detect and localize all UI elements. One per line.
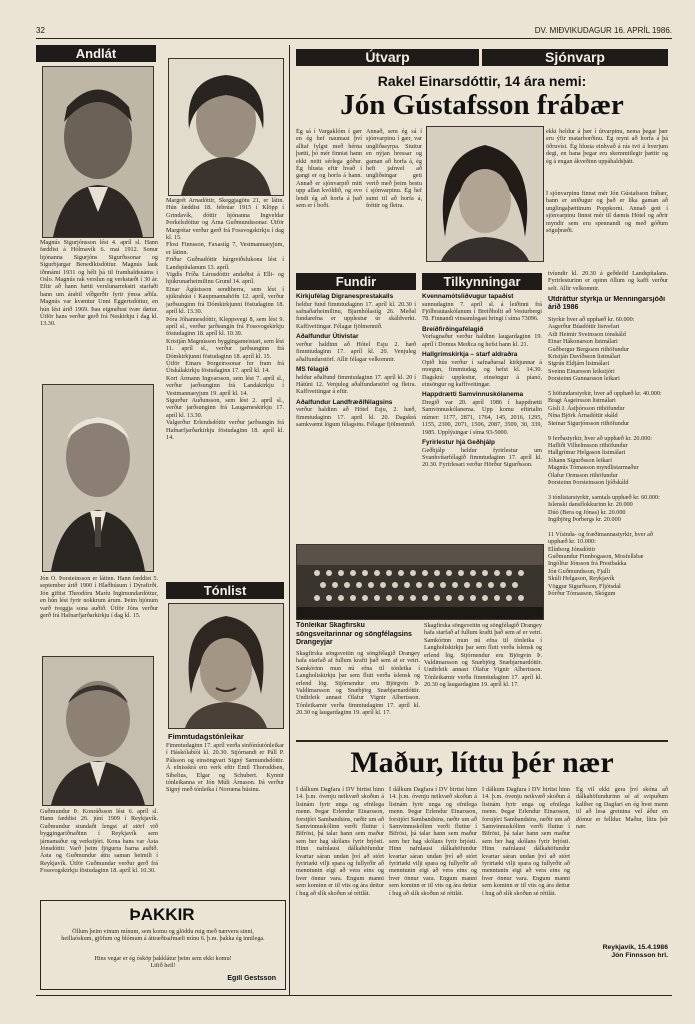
feature-col3b: Í sjónvarpinu finnst mér Jón Gústafsson frábær, hann er sniðugur og það er líka gaman að unglingaþættinum Poppkorni. Annað gott í sjónvarpinu finnst mér til dæmis Hótel og aðrir myndir sem eru spennandi og með góðum söguþræði. (546, 190, 668, 235)
fundir-list (296, 293, 416, 538)
portrait-photo-magnus (42, 66, 154, 238)
fundir-item (296, 293, 416, 330)
fundir-item-title: Aðalfundur Landfræðifélagsins (296, 398, 393, 406)
article-col4: Ég vil ekki gera því skóna að dálkahöfundurinn sé af svipuðum kalíber og Dagfari en ég hvet menn til að lesa greinina vel áður en dómur er felldur. Maður, líttu þér nær. (576, 786, 668, 831)
fundir-item-title: Kirkjufélag Digranesprestakalls (296, 293, 394, 300)
choir-body-cont: Skagfirska söngsveitin og söngfélagið Drangey hafa starfað af fullum krafti það sem af er vetri. Samkórinn mun nú efna til tónleika í Langholtskirkju þar sem flutt verða íslensk og erlend lög. Stjórnendur eru Björgvin Þ. Valdimarsson og Snæbjörg Snæbjarnardóttir. Undirleik annast Ólafur Vignir Albertsson. Tónleikarnir verða fimmtudaginn 17. apríl kl. 20.30 og laugardaginn 19. apríl kl. 17. (424, 622, 542, 689)
fundir-item-body: heldur aðalfund fimmtudaginn 17. apríl kl. 20 í Hátúni 12. Venjuleg aðalfundarstörf og fleira. Kaffiveitingar á eftir. (296, 373, 416, 396)
article-col2: Í dálkum Dagfara í DV birtist hinn 14. þ.m. óvenju neikvæð skoðun á listnám fyrir unga og efnilega menn. Þegar Erlendur Einarsson, forstjóri Sambandsins, ræðir um að Samvinnuskólinn verði fluttur í Bifröst, þá talar hann sem maður sem ber hag skólans fyrir brjósti. Hinn nafnlausi dálkahöfundur kvartar sáran undan því að stórt fyrirtæki vilji spara og fullyrðir að menntunin eigi að vera eins og hver önnur vara. Engum manni sem kominn er til vits og ára dettur í hug að slík skoðun sé réttlát. (389, 786, 477, 897)
section-tilkynningar-header: Tilkynningar (422, 273, 542, 290)
fundir-item (296, 399, 416, 429)
fundir-item-title: MS félagið (296, 366, 329, 374)
tilkynning-item (422, 439, 542, 469)
tilkynning-item (422, 391, 542, 436)
choir-body: Skagfirska söngsveitin og söngfélagið Drangey hafa starfað af fullum krafti það sem af er vetri. Samkórinn mun nú efna til tónleika í Langholtskirkju þar sem flutt verða íslensk og erlend lög. Stjórnendur eru Björgvin Þ. Valdimarsson og Snæbjörg Snæbjarnardóttir. Undirleik annast Ólafur Vignir Albertsson. Tónleikarnir verða fimmtudaginn 17. apríl kl. 20.30 og laugardaginn 19. apríl kl. 17. (296, 650, 420, 717)
tilkynning-item-body: sunnudaginn 7. apríl sl. á leiðinni frá Fjölbrautaskólanum í Breiðholti að Vesturbergi 78. Finnandi vinsamlegast hringi í síma 73096. (422, 300, 542, 323)
tilkynningar-list (422, 293, 542, 538)
obit-list-text: Flosi Finnsson, Faxastíg 7, Vestmannaeyjum, er látinn. Friður Guðnadóttir hárgreiðslukona lést í Landspítalanum 13. apríl. Vigdís Fríða Lárusdóttir andaðist á Elli- og hjúkrunarheimilinu Grund 14. apríl. Einar Ágústsson sendiherra, sem lést í sjúkrahúsi í Kaupmannahöfn 12. apríl, verður jarðsunginn frá Dómkirkjunni föstudaginn 18. apríl kl. 13.30. Þóra Jóhannesdóttir, Kleppsvegi 8, sem lést 9. apríl sl., verður jarðsungin frá Fossvogskirkju föstudaginn 18. apríl kl. 10.30. Kristján Magnússon byggingameistari, sem lést 11. apríl sl., verður jarðsunginn frá Dómkirkjunni föstudaginn 18. apríl kl. 15. Útför Einars Þorgeirssonar fer fram frá Útskálakirkju föstudaginn 17. apríl kl. 14. Kort Ármann Ingvarsson, sem lést 7. apríl sl., verður jarðsunginn frá Landakirkju í Vestmannaeyjum 19. apríl kl. 14. Sigurður Auðunsson, sem lést 2. apríl sl., verður jarðsunginn frá Laugarneskirkju 17. apríl kl. 13.30. Valgerður Erlendsdóttir verður jarðsungin frá Hafnarfjarðarkirkju föstudaginn 18. apríl kl. 14. (166, 241, 284, 441)
fundir-item (296, 333, 416, 363)
fundir-item-body: heldur fund fimmtudaginn 17. apríl kl. 20.30 í safnaðarheimilinu, Bjarnhólastíg 26. Meðal fundarefna er upplestur úr skáldverki. Kaffiveitingar. Félagar fjölmennið. (296, 300, 416, 330)
thanks-body: Öllum þeim vinum mínum, sem komu og glöddu mig með nærveru sinni, heillaóskum, gjöfum og blómum á áttræðisafmæli mínu 6. þ.m. þakka ég innilega. (61, 928, 265, 943)
section-fundir-header: Fundir (296, 273, 416, 290)
section-sjonvarp-header: Sjónvarp (482, 49, 668, 66)
tilkynning-item-body: Dregið var 20. apríl 1986 í happdrætti Samvinnuskólanema. Upp komu eftirtalin númer: 1177, 2871, 1764, 145, 2016, 1295, 1155, 2300, 2071, 1506, 2087, 3509, 30, 339, 1985. Upplýsingar í síma 93-5000. (422, 399, 542, 436)
article-signature: Reykjavík, 15.4.1986 Jón Finnsson hrl. (602, 944, 668, 959)
section-tonlist-header: Tónlist (166, 582, 284, 599)
article-col1: Í dálkum Dagfara í DV birtist hinn 14. þ.m. óvenju neikvæð skoðun á listnám fyrir unga og efnilega menn. Þegar Erlendur Einarsson, forstjóri Sambandsins, ræðir um að Samvinnuskólinn verði fluttur í Bifröst, þá talar hann sem maður sem ber hag skólans fyrir brjósti. Hinn nafnlausi dálkahöfundur kvartar sáran undan því að stórt fyrirtæki vilji spara og fullyrðir að menntunin eigi að vera eins og hver önnur vara. Engum manni sem kominn er til vits og ára dettur í hug að slík skoðun sé réttlát. (296, 786, 384, 897)
obit-jon-text: Jón Ó. Þorsteinsson er látinn. Hann fæddist 5. september árið 1900 í Hlaðhúsum í Dýrafirði. Jón giftist Theodóru Maríu Ingimundardóttur, en hún lést fyrir nokkrum árum. Þeim hjónum varð tveggja sona auðið. Útför Jóns verður gerð frá Hafnarfjarðarkirkju í dag kl. 15. (40, 575, 158, 620)
grants-heading: Útdráttur styrkja úr Menningarsjóði árið 1986 (548, 296, 666, 311)
obit-margret-text: Margrét Arnadóttir, Skeggjagötu 21, er látin. Hún fæddist 18. febrúar 1915 í Klöpp í Grindavík, dóttir hjónanna Ingveldar Þorkelsdóttur og Árna Guðmundssonar. Útför Margrétar verður gerð frá Fossvogskirkju í dag kl. 15. (166, 197, 284, 242)
date-line: DV. MIÐVIKUDAGUR 16. APRÍL 1986. (534, 26, 672, 35)
column-divider (289, 45, 290, 995)
feature-headline: Jón Gústafsson frábær (340, 89, 624, 121)
thanks-greeting: Hins vegar er ég ósköp þakklátur þeim sem ekki komu! Lifið heil! (94, 955, 232, 970)
tilkynning-item-title: Breiðfirðingafélagið (422, 325, 484, 333)
right-col-intro: tvíundir kl. 20.30 á geðdeild Landspítalans. Fyrirlesturinn er opinn öllum og kaffi verður selt. Allir velkomnir. (548, 270, 668, 292)
tilkynning-item (422, 351, 542, 388)
tilkynning-item-title: Happdrætti Samvinnuskólanema (422, 391, 524, 399)
tilkynning-item-body: Vorfagnaður verður haldinn laugardaginn 19. apríl í Domus Medica og hefst hann kl. 21. (422, 333, 542, 348)
thanks-signature: Egill Gestsson (227, 975, 276, 982)
section-utvarp-header: Útvarp (296, 49, 479, 66)
tilkynning-item (422, 326, 542, 348)
tonlist-text: Fimmtudaginn 17. apríl verða sinfóníutónleikar í Háskólabíói kl. 20.30. Stjórnandi er Páll P. Pálsson og einsöngvari Signý Sæmundsdóttir. Á efnisskrá eru verk eftir Emil Thoroddsen, Sibelius, Elgar og Schubert. Kynnir tónleikanna er Jón Múli Árnason. Þá verður Signý með tónleika í Norræna húsinu. (166, 742, 284, 794)
choir-title: Tónleikar Skagfirsku söngsveitarinnar og söngfélagsins Drangeyjar (296, 622, 412, 646)
tilkynning-item-title: Kvennamótsliðvugur tapaðist (422, 293, 514, 300)
article-col3: Í dálkum Dagfara í DV birtist hinn 14. þ.m. óvenju neikvæð skoðun á listnám fyrir unga og efnilega menn. Þegar Erlendur Einarsson, forstjóri Sambandsins, ræðir um að Samvinnuskólinn verði fluttur í Bifröst, þá talar hann sem maður sem ber hag skólans fyrir brjósti. Hinn nafnlausi dálkahöfundur kvartar sáran undan því að stórt fyrirtæki vilji spara og fullyrðir að menntunin eigi að vera eins og hver önnur vara. Engum manni sem kominn er til vits og ára dettur í hug að slík skoðun sé réttlát. (482, 786, 570, 897)
thanks-title: ÞAKKIR (129, 905, 195, 924)
obit-magnus-text: Magnús Sigurjónsson lést 4. apríl sl. Hann fæddist á Hólmavík 6. maí 1912. Sonur hjónanna Sigurjóns Sigurðssonar og Sigurbjargar Benediktsdóttur. Magnús lauk iðnnámi 1931 og hélt þá til framhaldsnáms í Oslo. Magnús rak verslun og verkstæði í 30 ár. Eftir að hann hætti verslunarrekstri starfaði hann um árabil víðgerðir fyrir ýmsa aðila. Magnús var kvæntur Unni Eggertsdóttur, en hún lést árið 1969. Þau eignuðust tvær dætur. Útför hans verður gerð frá Neskirkju í dag kl. 13.30. (40, 239, 158, 328)
portrait-photo-jon (42, 384, 154, 572)
tilkynning-item-title: Hallgrímskirkja – starf aldraðra (422, 351, 518, 359)
footer-rule (36, 995, 672, 996)
fundir-item-title: Aðalfundur Útivistar (296, 333, 359, 341)
header-rule (36, 38, 672, 39)
grants-list: Styrkir hver að upphæð kr. 60.000: Asgerður Búadóttir listvefari Atli Heimir Sveinsson tónskáld Einar Hákonarson listmálari Guðbergur Bergsson rithöfundur Kristján Davíðsson listmálari Sigrún Eldjárn listmálari Sveinn Einarsson leikstjóri Þorsteinn Gunnarsson leikari 5 höfundarstyrkir, hver að upphæð kr. 40.000: Bragi Ásgeirsson listmálari Gísli J. Ástþórsson rithöfundur Nína Björk Árnadóttir skáld Steinar Sigurjónsson rithöfundur 9 ferðastyrkir, hver að upphæð kr. 20.000: Hafliði Vilhelmsson rithöfundur Hallgrímur Helgason listmálari Jóhann Sigurðsson leikari Magnús Tómasson myndlistarmaður Ólafur Ormsson rithöfundur Þorsteinn Þorsteinsson ljóðskáld 3 tónlistarstyrkir, samtals upphæð kr. 60.000: Islenski dansflokkurinn kr. 20.000 Dúó (Bera og Jónas) kr. 20.000 Ingibjörg Þorbergs kr. 20.000 11 Vísinda- og fræðimannastyrkir, hver að upphæð kr. 10.000: Elínborg Jónsdóttir Guðmundur Finnbogason, Mosfellsbæ Ingólfur Jónsson frá Prestbakka Jón Guðmundsson, Fjalli Skúli Helgason, Reykjavík Vöggur Sigurðsson, Fljótsdal Þórður Tómasson, Skógum (548, 316, 662, 598)
tilkynning-item (422, 293, 542, 323)
feature-kicker: Rakel Einarsdóttir, 14 ára nemi: (377, 73, 587, 89)
fundir-item-body: verður haldinn að Hótel Esju, 2. hæð, fimmtudaginn 17. apríl kl. 20. Dagskrá samkvæmt lögum félagsins. Félagar fjölmennið. (296, 406, 416, 429)
portrait-photo-singer (168, 603, 284, 729)
section-andlat-header: Andlát (36, 45, 156, 62)
tilkynning-item-body: Geðhjálp heldur fyrirlestur um Svanhvítarfélagið fimmtudaginn 17. apríl kl. 20.30. Fyrirlesari verður Hörður Sigurðsson. (422, 446, 542, 469)
tonlist-heading: Fimmtudagstónleikar (168, 732, 244, 741)
obit-column-2-text (166, 197, 284, 579)
tilkynning-item-body: Opið hús verður í safnaðarsal kirkjunnar á morgun, fimmtudag, og hefst kl. 14.30. Dagskrá: upplestur, einsöngur á píanó, einsöngur og kaffiveitingar. (422, 358, 542, 389)
page-number: 32 (36, 26, 45, 35)
fundir-item (296, 366, 416, 396)
feature-col3: ekki heldur á þær í útvarpinu, nema þegar þær eru ýfir matarborðinu. Ég reyni að horfa á þá öðruvísi. Ég hlusta einhvað á rás tvö á hverjum degi, en hana þegar eru skemmtilegir þættir og ég á engan ákveðinn uppáhaldsþátt. (546, 128, 668, 165)
article-top-rule (296, 740, 668, 742)
feature-col1: Ég sá í Vargaklóm í gær en ég hef naumast því alltaf fylgst með hérna þætti, þó mér finnist hann ekki neitt sérlega góður. Ég hlusta eftir hvað í gangi er og horfa á hann. Annað er sjónvarpið mitt upp allan kvöldið, og svo lendi ég að horfa á það sem er í boði. (296, 128, 362, 210)
choir-photo (296, 544, 544, 620)
portrait-photo-rakel (426, 126, 544, 262)
portrait-photo-gudmundur (42, 656, 154, 806)
feature-col2: Annað, sem ég sá í sjónvarpinu í gær, var ungliðasyrpa. Stuttur en nýjan hressar og gaman að horfa á, ég hefi jafnvel að ungliðsingar geti verið með þeim bestu í sjónvarpinu. Ég hef sumt til að horfa á, fréttir og fleira. (366, 128, 422, 210)
tilkynning-item-title: Fyrirlestur hjá Geðhjálp (422, 439, 495, 447)
obit-gudmundur-text: Guðmundur Þ. Konráðsson lést 6. apríl sl. Hann fæddist 26. júní 1909 í Reykjavík. Guðmundur stundaði lengst af störf við byggingariðnaðinn í Reykjavík sem járnamaður og verkstjóri. Kona hans var Ásta Jónsdóttir. Varð þeim fjögurra barna auðið. Ásta og Guðmundur áttu saman heimili í Reykjavík. Útför Guðmundar verður gerð frá Fossvogskirkju föstudaginn 18. apríl kl. 10.30. (40, 808, 158, 875)
article-headline: Maður, líttu þér nær (350, 746, 614, 779)
portrait-photo-margret (168, 58, 284, 196)
fundir-item-body: verður haldinn að Hótel Esju 2. hæð fimmtudaginn 17. apríl kl. 20. Venjuleg aðalfundarstörf. Allir félagar velkomnir. (296, 340, 416, 363)
